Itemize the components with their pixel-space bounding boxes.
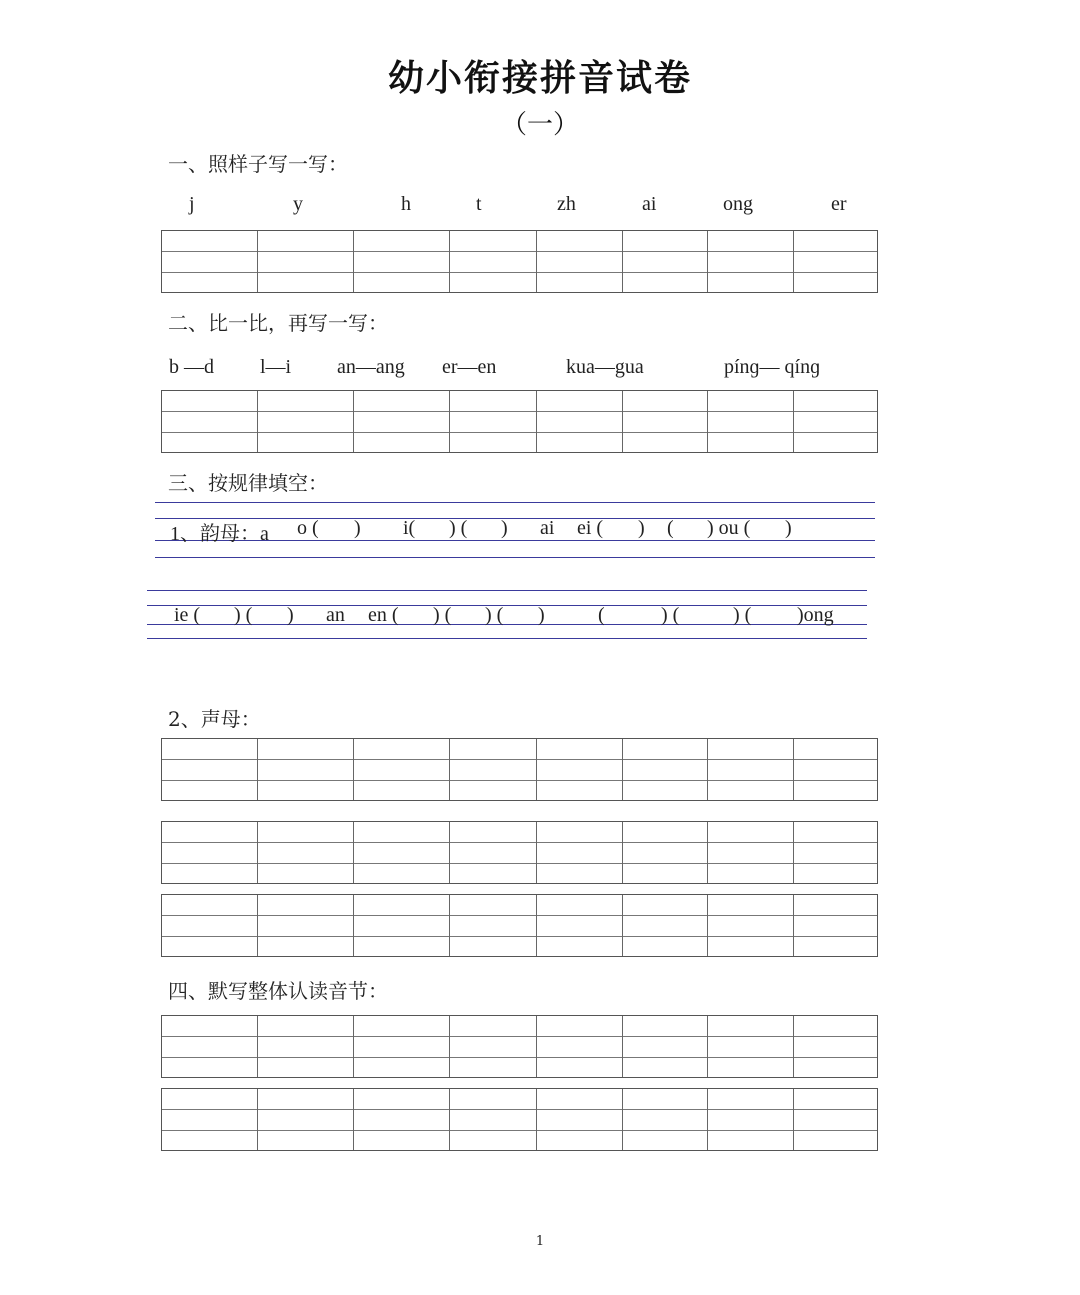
letter-y: y	[293, 193, 303, 215]
writing-grid[interactable]	[161, 390, 878, 453]
grid-row-line	[162, 863, 877, 864]
grid-column-line	[449, 1089, 450, 1150]
grid-row-line	[162, 936, 877, 937]
finals-label: 1、韵母：a	[170, 523, 269, 545]
grid-column-line	[793, 739, 794, 800]
grid-row-line	[162, 1057, 877, 1058]
initials-heading: 2、声母：	[168, 707, 261, 731]
grid-column-line	[707, 1016, 708, 1077]
grid-row-line	[162, 759, 877, 760]
seq-item: ie (	[174, 604, 201, 626]
pair-an-ang: an—ang	[337, 356, 405, 378]
grid-column-line	[257, 1089, 258, 1150]
grid-column-line	[449, 739, 450, 800]
grid-row-line	[162, 411, 877, 412]
grid-row-line	[162, 251, 877, 252]
grid-column-line	[353, 739, 354, 800]
letter-t: t	[476, 193, 482, 215]
grid-column-line	[707, 391, 708, 452]
grid-column-line	[622, 231, 623, 292]
grid-row-line	[162, 780, 877, 781]
grid-row-line	[162, 1130, 877, 1131]
grid-column-line	[536, 895, 537, 956]
grid-row-line	[162, 915, 877, 916]
seq-item: )	[501, 517, 508, 539]
seq-item: )	[287, 604, 294, 626]
grid-column-line	[353, 391, 354, 452]
grid-column-line	[449, 822, 450, 883]
staff-line	[147, 624, 867, 625]
grid-column-line	[793, 1089, 794, 1150]
seq-item: ) (	[234, 604, 253, 626]
letter-j: j	[189, 193, 195, 215]
staff-line	[147, 590, 867, 591]
grid-column-line	[353, 822, 354, 883]
writing-grid[interactable]	[161, 821, 878, 884]
seq-item: (	[667, 517, 674, 539]
grid-column-line	[449, 895, 450, 956]
seq-item: )	[538, 604, 545, 626]
section1-heading: 一、照样子写一写：	[168, 152, 348, 176]
grid-column-line	[707, 822, 708, 883]
writing-grid[interactable]	[161, 894, 878, 957]
grid-column-line	[707, 895, 708, 956]
section4-heading: 四、默写整体认读音节：	[168, 979, 388, 1003]
staff-line	[147, 605, 867, 606]
grid-row-line	[162, 432, 877, 433]
grid-column-line	[793, 231, 794, 292]
section3-heading: 三、按规律填空：	[168, 471, 328, 495]
seq-item: ) (	[433, 604, 452, 626]
grid-column-line	[257, 895, 258, 956]
seq-item: ) (	[449, 517, 468, 539]
pair-kua-gua: kua—gua	[566, 356, 644, 378]
grid-column-line	[536, 391, 537, 452]
writing-grid[interactable]	[161, 1088, 878, 1151]
seq-item: (	[598, 604, 605, 626]
seq-item: )	[638, 517, 645, 539]
seq-item: ei (	[577, 517, 604, 539]
seq-item: an	[326, 604, 345, 626]
page-subtitle: （一）	[500, 110, 579, 140]
grid-column-line	[536, 822, 537, 883]
pair-l-i: l—i	[260, 356, 292, 378]
grid-row-line	[162, 272, 877, 273]
grid-column-line	[257, 391, 258, 452]
grid-column-line	[707, 231, 708, 292]
staff-line	[155, 557, 875, 558]
seq-item: )	[354, 517, 361, 539]
seq-item: ) (	[661, 604, 680, 626]
grid-column-line	[257, 739, 258, 800]
seq-item: o (	[297, 517, 319, 539]
grid-row-line	[162, 842, 877, 843]
grid-column-line	[536, 231, 537, 292]
grid-column-line	[353, 1089, 354, 1150]
grid-column-line	[353, 231, 354, 292]
pair-er-en: er—en	[442, 356, 497, 378]
grid-column-line	[353, 895, 354, 956]
grid-column-line	[536, 1016, 537, 1077]
seq-item: ) (	[485, 604, 504, 626]
grid-column-line	[622, 1016, 623, 1077]
grid-column-line	[257, 822, 258, 883]
grid-column-line	[622, 391, 623, 452]
writing-grid[interactable]	[161, 1015, 878, 1078]
seq-item: ) ou (	[707, 517, 751, 539]
grid-column-line	[707, 739, 708, 800]
seq-item: )ong	[797, 604, 834, 626]
grid-row-line	[162, 1109, 877, 1110]
writing-grid[interactable]	[161, 230, 878, 293]
grid-column-line	[536, 1089, 537, 1150]
letter-h: h	[401, 193, 411, 215]
letter-ong: ong	[723, 193, 753, 215]
seq-item: ) (	[733, 604, 752, 626]
writing-grid[interactable]	[161, 738, 878, 801]
pair-ping-qing: pínɡ— qínɡ	[724, 356, 821, 378]
grid-column-line	[622, 739, 623, 800]
section2-heading: 二、比一比，再写一写：	[168, 311, 388, 335]
grid-column-line	[793, 391, 794, 452]
page-title: 幼小衔接拼音试卷	[387, 57, 692, 99]
seq-item: )	[785, 517, 792, 539]
letter-ai: ai	[642, 193, 657, 215]
grid-column-line	[449, 391, 450, 452]
grid-column-line	[707, 1089, 708, 1150]
staff-line	[147, 638, 867, 639]
grid-column-line	[622, 1089, 623, 1150]
grid-column-line	[449, 231, 450, 292]
grid-column-line	[793, 895, 794, 956]
letter-zh: zh	[557, 193, 576, 215]
grid-column-line	[536, 739, 537, 800]
page-number: 1	[535, 1234, 545, 1249]
grid-column-line	[257, 1016, 258, 1077]
grid-column-line	[793, 822, 794, 883]
grid-column-line	[257, 231, 258, 292]
seq-item: i(	[403, 517, 416, 539]
letter-er: er	[831, 193, 847, 215]
seq-item: en (	[368, 604, 399, 626]
pair-b-d: b —d	[169, 356, 214, 378]
seq-item: ai	[540, 517, 555, 539]
grid-column-line	[622, 895, 623, 956]
grid-column-line	[793, 1016, 794, 1077]
grid-column-line	[353, 1016, 354, 1077]
staff-line	[155, 502, 875, 503]
grid-row-line	[162, 1036, 877, 1037]
grid-column-line	[622, 822, 623, 883]
grid-column-line	[449, 1016, 450, 1077]
